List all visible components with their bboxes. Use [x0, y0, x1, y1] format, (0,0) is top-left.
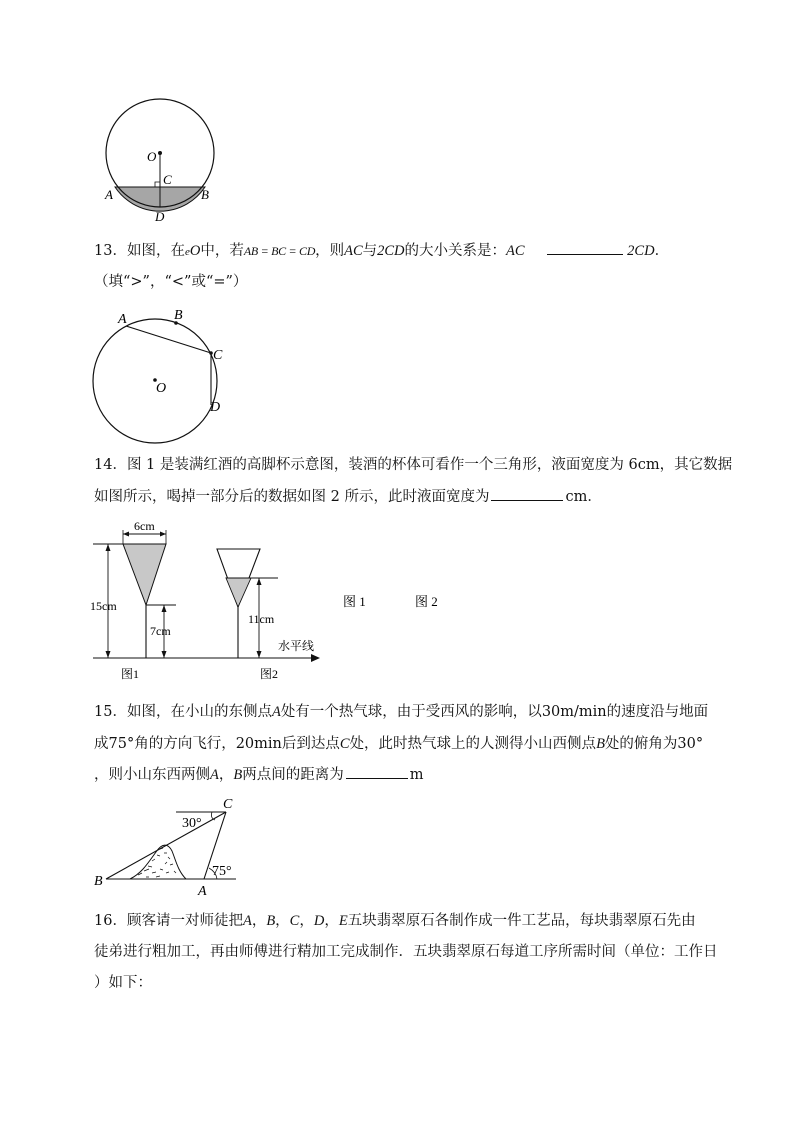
side-label-fig2: 图 2 — [415, 594, 438, 609]
label-B: B — [94, 874, 103, 889]
question-13-line1: 13．如图，在eO中，若AB = BC = CD，则AC与2CD的大小关系是：AC 2CD． — [94, 240, 669, 262]
question-15-line1: 15．如图，在小山的东侧点A处有一个热气球，由于受西风的影响，以30m/min的速度沿与地面 — [94, 704, 709, 720]
label-6cm: 6cm — [134, 519, 155, 533]
circle-figure-13 — [85, 305, 235, 445]
label-15cm: 15cm — [90, 599, 117, 613]
answer-blank-15[interactable] — [346, 764, 408, 779]
question-14-line1: 14．图 1 是装满红酒的高脚杯示意图，装酒的杯体可看作一个三角形，液面宽度为 6cm，其它数据 — [94, 457, 733, 473]
label-angle-30: 30° — [182, 816, 202, 831]
label-O: O — [156, 381, 167, 396]
answer-blank-13[interactable] — [547, 240, 623, 255]
label-C: C — [223, 797, 233, 812]
wine-glass-figure-14 — [88, 515, 468, 680]
label-7cm: 7cm — [150, 624, 171, 638]
arc-equation: AB = BC = CD — [243, 244, 316, 258]
label-B: B — [201, 187, 209, 202]
caption-fig1: 图1 — [121, 667, 140, 680]
circle-figure-12 — [95, 95, 225, 225]
question-16-line1: 16．顾客请一对师徒把A，B，C，D，E五块翡翠原石各制作成一件工艺品，每块翡翠原石先由 — [94, 913, 696, 929]
wine-shaded — [123, 544, 166, 605]
caption-fig2: 图2 — [260, 667, 279, 680]
question-15-line2: 成75°角的方向飞行，20min后到达点C处，此时热气球上的人测得小山西侧点B处的俯角为30° — [94, 736, 704, 752]
label-A: A — [198, 884, 207, 899]
label-O: O — [147, 149, 157, 164]
label-C: C — [163, 172, 172, 187]
label-D: D — [210, 400, 221, 415]
question-16-line3: ）如下： — [94, 975, 152, 991]
side-label-fig1: 图 1 — [343, 594, 366, 609]
label-A: A — [118, 312, 127, 327]
label-A: A — [105, 187, 113, 202]
label-angle-75: 75° — [212, 864, 232, 879]
label-11cm: 11cm — [248, 612, 275, 626]
wine-shaded-2 — [226, 578, 251, 607]
label-horizon: 水平线 — [278, 639, 315, 653]
label-D: D — [155, 209, 165, 224]
question-13-line2: （填“>”，“<”或“=”） — [94, 274, 248, 290]
label-C: C — [213, 348, 223, 363]
question-16-line2: 徒弟进行粗加工，再由师傅进行精加工完成制作．五块翡翠原石每道工序所需时间（单位：工作日 — [94, 944, 718, 960]
hill-balloon-figure-15 — [90, 795, 250, 900]
question-15-line3: ，则小山东西两侧A，B两点间的距离为 m — [94, 764, 423, 785]
label-B: B — [174, 308, 183, 323]
question-14-line2: 如图所示，喝掉一部分后的数据如图 2 所示，此时液面宽度为 cm． — [94, 486, 602, 507]
answer-blank-14[interactable] — [491, 486, 563, 501]
